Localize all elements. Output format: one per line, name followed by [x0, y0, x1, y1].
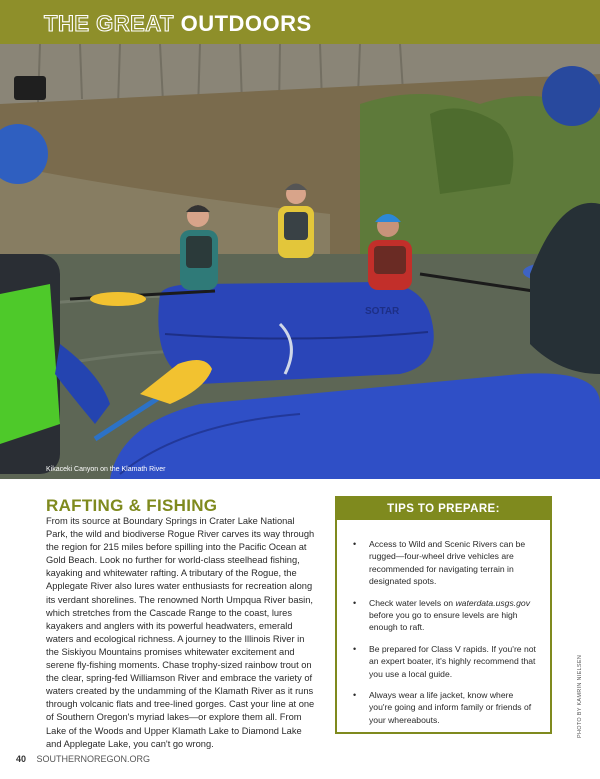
- page-footer: [16, 754, 150, 764]
- article-body: From its source at Boundary Springs in Crater Lake National Park, the wild and biodiverse Rogue River carves its way through the region for 215 miles before spilling into the Pacific Ocean at Gold Beach. Look no further for world-class steelhead fishing, kayaking and whitewater rafting. A tributary of the Rogue, the Applegate River also lures water enthusiasts for recreation along its verdant shorelines. The renowned North Umpqua River basin, which stretches from the Cascade Range to the coast, lures kayakers and anglers with its powerful headwaters, emerald waters and ecological richness. A journey to the Illinois River in the Siskiyou Mountains promises whitewater excitement and serene fly-fishing moments. Chase trophy-sized rainbow trout on the clear, spring-fed Williamson River and embrace the variety of waters created by the undamming of the Klamath River as it runs through volcanic flats and tree-lined gorges. Cast your line at one of Southern Oregon's myriad lakes—or explore them all. From Lake of the Woods and Upper Klamath Lake to Diamond Lake and Applegate Lake, you can't go wrong.: [46, 516, 315, 749]
- page-number: 40: [16, 754, 27, 764]
- photo-credit: PHOTO BY KAMRIN NIELSEN: [577, 654, 583, 738]
- usgs-link[interactable]: waterdata.usgs.gov: [455, 597, 530, 608]
- section-title-outline: THE GREAT: [44, 11, 174, 36]
- article-heading: RAFTING & FISHING: [46, 496, 218, 515]
- tip-item: • Always wear a life jacket, know where you're going and inform family or friends of your whereabouts.: [353, 689, 538, 726]
- rafting-scene-illustration: [0, 44, 600, 479]
- tips-box: [335, 496, 552, 734]
- header-banner: [0, 0, 600, 44]
- tip-text: Check water levels on: [369, 597, 456, 608]
- tips-title: TIPS TO PREPARE:: [337, 498, 550, 520]
- tip-item: • Access to Wild and Scenic Rivers can be rugged—four-wheel drive vehicles are recommended for navigating terrain in designated spots.: [353, 538, 538, 588]
- tips-list: [337, 520, 550, 726]
- rafting-photo: [0, 44, 600, 479]
- paddle-blade: [90, 292, 146, 306]
- tip-item: • Be prepared for Class V rapids. If you're not an expert boater, it's highly recommend that you use a local guide.: [353, 643, 538, 680]
- photo-caption: Kikaceki Canyon on the Klamath River: [46, 466, 166, 473]
- tip-item: [353, 597, 538, 634]
- section-title: [44, 13, 312, 35]
- tip-text: before you go to ensure levels are high enough to raft.: [369, 610, 518, 633]
- site-url[interactable]: SOUTHERNOREGON.ORG: [36, 754, 151, 764]
- section-title-solid: OUTDOORS: [180, 11, 312, 36]
- camera: [14, 76, 46, 100]
- raft-label: SOTAR: [365, 306, 400, 317]
